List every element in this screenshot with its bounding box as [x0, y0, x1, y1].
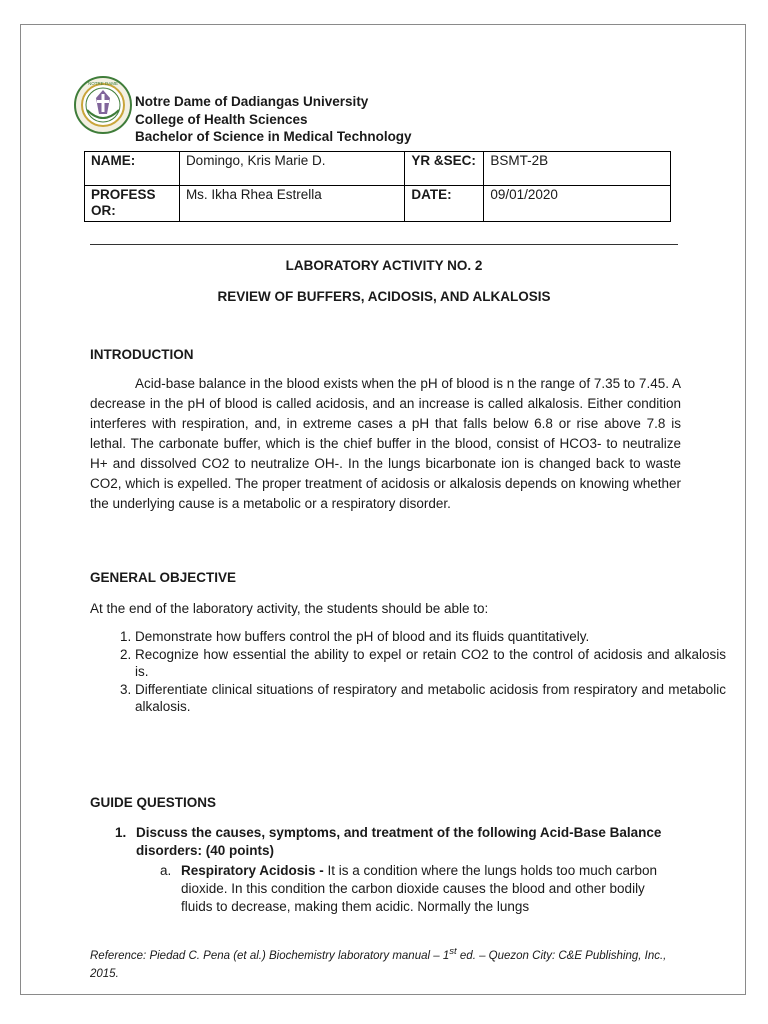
- question-number: 1.: [115, 825, 127, 840]
- professor-value: Ms. Ikha Rhea Estrella: [179, 186, 404, 222]
- reference-superscript: st: [449, 946, 457, 957]
- table-row: [85, 186, 671, 222]
- program-name: Bachelor of Science in Medical Technology: [135, 129, 412, 144]
- sub-item-letter: a.: [160, 863, 172, 878]
- objective-list: [90, 628, 726, 716]
- objective-heading: GENERAL OBJECTIVE: [90, 570, 237, 585]
- horizontal-divider: [90, 244, 678, 245]
- sub-item-text: [181, 862, 661, 916]
- list-item: 1. Demonstrate how buffers control the pH of blood and its fluids quantitatively.: [135, 628, 726, 646]
- guide-question-1: [115, 824, 675, 860]
- date-label: DATE:: [405, 186, 484, 222]
- introduction-body: Acid-base balance in the blood exists when the pH of blood is n the range of 7.35 to 7.45. A decrease in the pH of blood is called acidosis, and an increase is called alkalosis. Either condition interferes with respiration, and, in extreme cases a pH that falls below 6.8 or rise above 7.8 is lethal. The carbonate buffer, which is the chief buffer in the blood, consist of HCO3- to neutralize H+ and dissolved CO2 to neutralize OH-. In the lungs bicarbonate ion is changed back to waste CO2, which is expelled. The proper treatment of acidosis or alkalosis depends on knowing whether the underlying cause is a metabolic or a respiratory disorder.: [90, 376, 681, 511]
- term-respiratory-acidosis: Respiratory Acidosis -: [181, 863, 324, 878]
- date-value: 09/01/2020: [484, 186, 671, 222]
- name-value: Domingo, Kris Marie D.: [179, 152, 404, 186]
- college-name: College of Health Sciences: [135, 111, 308, 127]
- university-header: [135, 93, 412, 146]
- university-name: Notre Dame of Dadiangas University: [135, 94, 369, 109]
- reference-prefix: Reference: Piedad C. Pena (et al.) Biochemistry laboratory manual – 1: [90, 949, 450, 962]
- student-info-table: [84, 151, 671, 222]
- list-item: 3. Differentiate clinical situations of respiratory and metabolic acidosis from respiratory and metabolic alkalosis.: [135, 681, 726, 716]
- professor-label: PROFESS OR:: [85, 186, 180, 222]
- yrsec-value: BSMT-2B: [484, 152, 671, 186]
- activity-subtitle: REVIEW OF BUFFERS, ACIDOSIS, AND ALKALOSIS: [217, 289, 551, 304]
- name-label: NAME:: [85, 152, 180, 186]
- introduction-heading: INTRODUCTION: [90, 347, 194, 362]
- guide-questions-heading: GUIDE QUESTIONS: [90, 795, 217, 810]
- activity-title: LABORATORY ACTIVITY NO. 2: [285, 258, 483, 273]
- yrsec-label: YR &SEC:: [405, 152, 484, 186]
- table-row: [85, 152, 671, 186]
- objective-intro: At the end of the laboratory activity, the students should be able to:: [90, 601, 489, 616]
- sub-item-a: [160, 862, 680, 916]
- reference-suffix: ed. – Quezon City: C&E Publishing, Inc., 2015.: [90, 949, 667, 980]
- question-text: Discuss the causes, symptoms, and treatment of the following Acid-Base Balance disorders: (40 points): [136, 825, 662, 858]
- reference-footnote: [90, 943, 690, 983]
- term-definition: It is a condition where the lungs holds too much carbon dioxide. In this condition the carbon dioxide causes the blood and other bodily fluids to decrease, making them acidic. Normally the lungs: [181, 863, 657, 914]
- svg-text:NOTRE DAME: NOTRE DAME: [87, 81, 119, 86]
- university-seal-logo: [74, 76, 132, 134]
- list-item: 2. Recognize how essential the ability to expel or retain CO2 to the control of acidosis and alkalosis is.: [135, 646, 726, 681]
